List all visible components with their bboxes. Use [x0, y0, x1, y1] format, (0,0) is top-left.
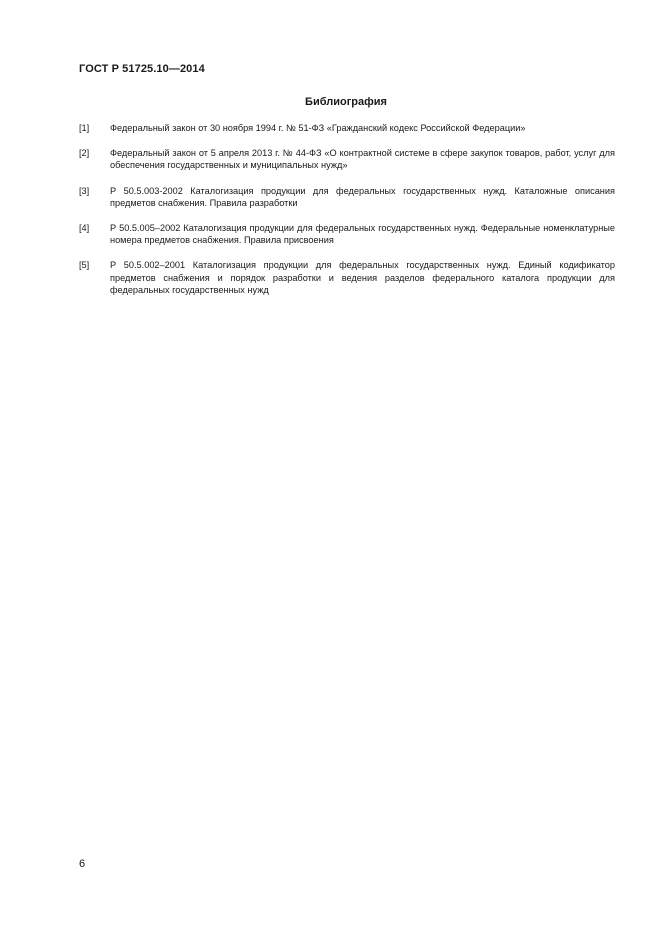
bibliography-item — [79, 222, 615, 246]
reference-number: [2] — [79, 148, 90, 159]
bibliography-title: Библиография — [305, 96, 387, 108]
bibliography-list — [79, 122, 615, 296]
bibliography-item — [79, 122, 615, 134]
reference-number: [1] — [79, 123, 90, 133]
bibliography-item — [79, 259, 615, 296]
reference-number: [4] — [79, 223, 90, 234]
reference-text: Федеральный закон от 5 апреля 2013 г. № 44-ФЗ «О контрактной системе в сфере закупок товаров, работ, услуг для обеспечения государственных и муниципальных нужд» — [110, 148, 615, 171]
bibliography-item — [79, 147, 615, 171]
reference-text: Р 50.5.002–2001 Каталогизация продукции для федеральных государственных нужд. Единый кодификатор предметов снабжения и порядок разработки и ведения разделов федерального каталога продукции для федеральных государственных нужд — [110, 260, 615, 295]
reference-number: [3] — [79, 185, 90, 196]
reference-text: Федеральный закон от 30 ноября 1994 г. № 51-ФЗ «Гражданский кодекс Российской Федерации» — [110, 123, 526, 133]
page-number: 6 — [79, 858, 86, 870]
reference-number: [5] — [79, 260, 90, 271]
reference-text: Р 50.5.005–2002 Каталогизация продукции для федеральных государственных нужд. Федеральные номенклатурные номера предметов снабжения. Правила присвоения — [110, 223, 615, 246]
bibliography-item — [79, 185, 615, 209]
reference-text: Р 50.5.003-2002 Каталогизация продукции для федеральных государственных нужд. Каталожные описания предметов снабжения. Правила разработки — [110, 185, 615, 208]
document-code: ГОСТ Р 51725.10—2014 — [79, 63, 205, 75]
